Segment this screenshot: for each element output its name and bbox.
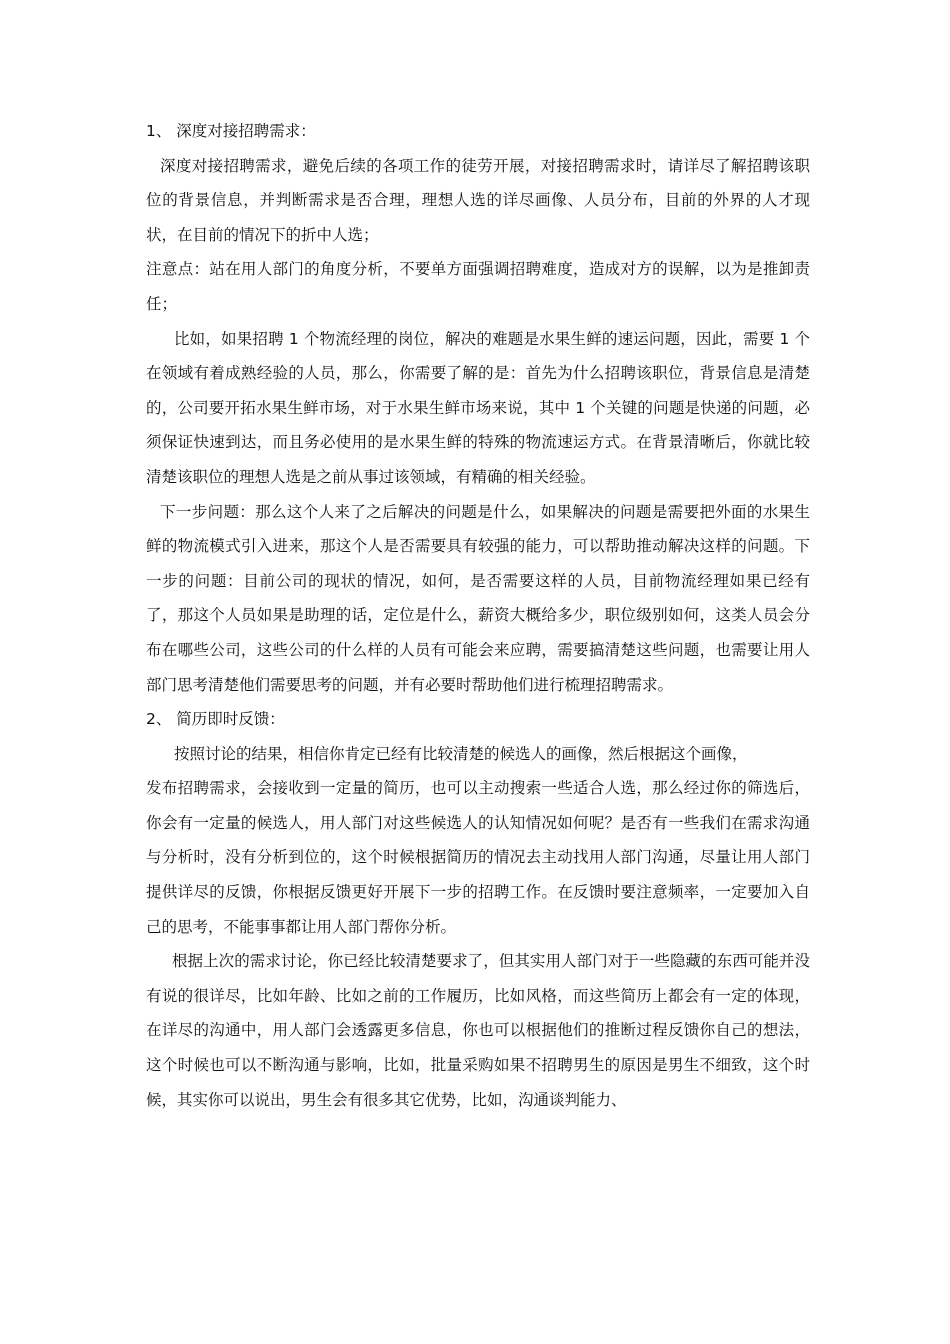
section-2-paragraph-discussion: 根据上次的需求讨论，你已经比较清楚要求了，但其实用人部门对于一些隐藏的东西可能并没有说的很详尽，比如年龄、比如之前的工作履历，比如风格，而这些简历上都会有一定的体现，在详尽的沟通中，用人部门会透露更多信息，你也可以根据他们的推断过程反馈你自己的想法，这个时候也可以不断沟通与影响，比如，批量采购如果不招聘男生的原因是男生不细致，这个时候，其实你可以说出，男生会有很多其它优势，比如，沟通谈判能力、	[146, 952, 810, 1109]
section-2-paragraph-feedback: 发布招聘需求，会接收到一定量的简历，也可以主动搜索一些适合人选，那么经过你的筛选后，你会有一定量的候选人，用人部门对这些候选人的认知情况如何呢？是否有一些我们在需求沟通与分析时，没有分析到位的，这个时候根据简历的情况去主动找用人部门沟通，尽量让用人部门提供详尽的反馈，你根据反馈更好开展下一步的招聘工作。在反馈时要注意频率，一定要加入自己的思考，不能事事都让用人部门帮你分析。	[146, 779, 810, 936]
section-1-note: 注意点：站在用人部门的角度分析，不要单方面强调招聘难度，造成对方的误解，以为是推卸责任；	[146, 260, 810, 313]
document-page	[146, 114, 810, 1117]
section-1-paragraph-example: 比如，如果招聘 1 个物流经理的岗位，解决的难题是水果生鲜的速运问题，因此，需要 1 个在领域有着成熟经验的人员，那么，你需要了解的是：首先为什么招聘该职位，背景信息是清楚的，公司要开拓水果生鲜市场，对于水果生鲜市场来说，其中 1 个关键的问题是快递的问题，必须保证快速到达，而且务必使用的是水果生鲜的特殊的物流速运方式。在背景清晰后，你就比较清楚该职位的理想人选是之前从事过该领域，有精确的相关经验。	[146, 329, 810, 486]
section-1-paragraph-next-step: 下一步问题：那么这个人来了之后解决的问题是什么，如果解决的问题是需要把外面的水果生鲜的物流模式引入进来，那这个人是否需要具有较强的能力，可以帮助推动解决这样的问题。下一步的问题：目前公司的现状的情况，如何，是否需要这样的人员，目前物流经理如果已经有了，那这个人员如果是助理的话，定位是什么，薪资大概给多少，职位级别如何，这类人员会分布在哪些公司，这些公司的什么样的人员有可能会来应聘，需要搞清楚这些问题，也需要让用人部门思考清楚他们需要思考的问题，并有必要时帮助他们进行梳理招聘需求。	[146, 502, 810, 694]
section-1-paragraph-intro: 深度对接招聘需求，避免后续的各项工作的徒劳开展，对接招聘需求时，请详尽了解招聘该职位的背景信息，并判断需求是否合理，理想人选的详尽画像、人员分布，目前的外界的人才现状，在目前的情况下的折中人选；	[146, 156, 810, 244]
section-2-paragraph-first-line: 按照讨论的结果，相信你肯定已经有比较清楚的候选人的画像，然后根据这个画像，	[174, 744, 748, 763]
section-2-heading: 2、 简历即时反馈：	[146, 710, 285, 729]
section-1-heading: 1、 深度对接招聘需求：	[146, 122, 316, 140]
